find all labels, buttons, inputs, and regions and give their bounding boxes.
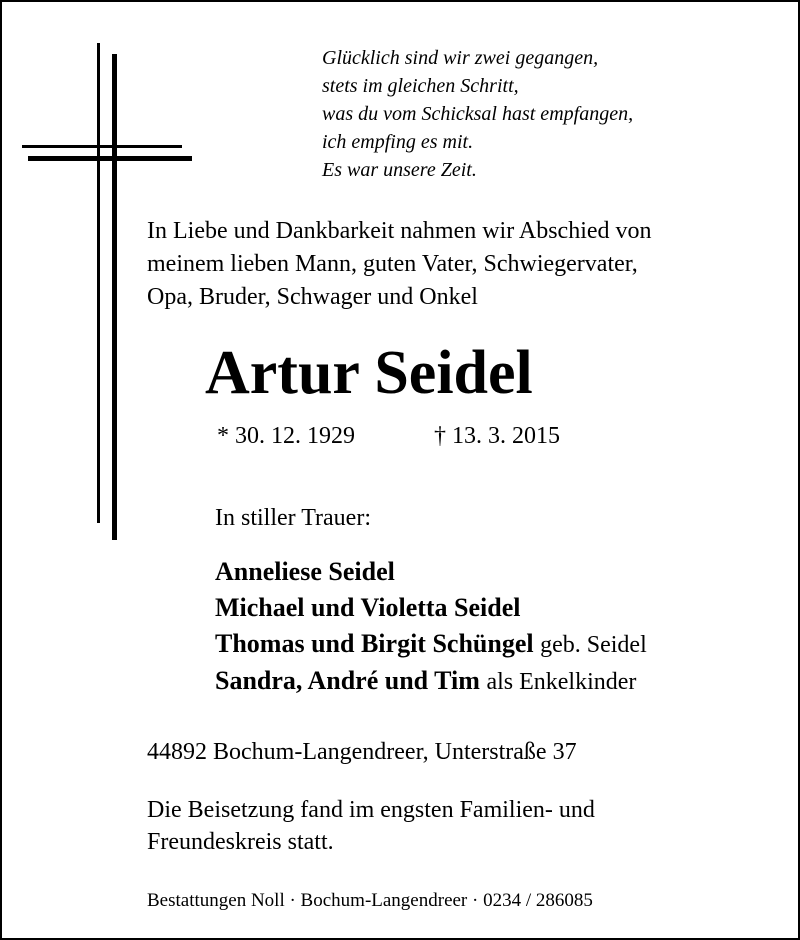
mourner-name: Michael und Violetta Seidel xyxy=(215,593,521,622)
poem-line: stets im gleichen Schritt, xyxy=(322,75,519,97)
birth-date: * 30. 12. 1929 xyxy=(217,423,355,449)
mourner-entry xyxy=(215,590,647,626)
mourner-name: Anneliese Seidel xyxy=(215,557,395,586)
mourner-entry xyxy=(215,554,647,590)
death-date: † 13. 3. 2015 xyxy=(434,423,560,449)
mourners-list xyxy=(215,554,647,700)
funeral-line: Freundeskreis statt. xyxy=(147,829,334,855)
intro-text xyxy=(147,215,652,314)
mourner-suffix: als Enkelkinder xyxy=(486,669,637,695)
poem xyxy=(322,44,633,184)
mourner-entry xyxy=(215,663,647,700)
intro-line: Opa, Bruder, Schwager und Onkel xyxy=(147,284,478,310)
poem-line: Es war unsere Zeit. xyxy=(322,159,477,181)
poem-line: was du vom Schicksal hast empfangen, xyxy=(322,103,634,125)
mourning-heading: In stiller Trauer: xyxy=(215,505,371,531)
poem-line: ich empfing es mit. xyxy=(322,131,474,153)
intro-line: meinem lieben Mann, guten Vater, Schwiegervater, xyxy=(147,251,638,277)
funeral-line: Die Beisetzung fand im engsten Familien- und xyxy=(147,797,595,823)
poem-line: Glücklich sind wir zwei gegangen, xyxy=(322,47,599,69)
funeral-home-footer: Bestattungen Noll · Bochum-Langendreer · 0234 / 286085 xyxy=(147,890,593,911)
mourner-entry xyxy=(215,626,647,663)
mourner-name: Sandra, André und Tim xyxy=(215,666,480,695)
mourner-suffix: geb. Seidel xyxy=(540,632,647,658)
intro-line: In Liebe und Dankbarkeit nahmen wir Abschied von xyxy=(147,218,652,244)
funeral-note xyxy=(147,794,595,858)
address: 44892 Bochum-Langendreer, Unterstraße 37 xyxy=(147,739,577,765)
mourner-name: Thomas und Birgit Schüngel xyxy=(215,629,534,658)
deceased-name: Artur Seidel xyxy=(205,339,533,407)
